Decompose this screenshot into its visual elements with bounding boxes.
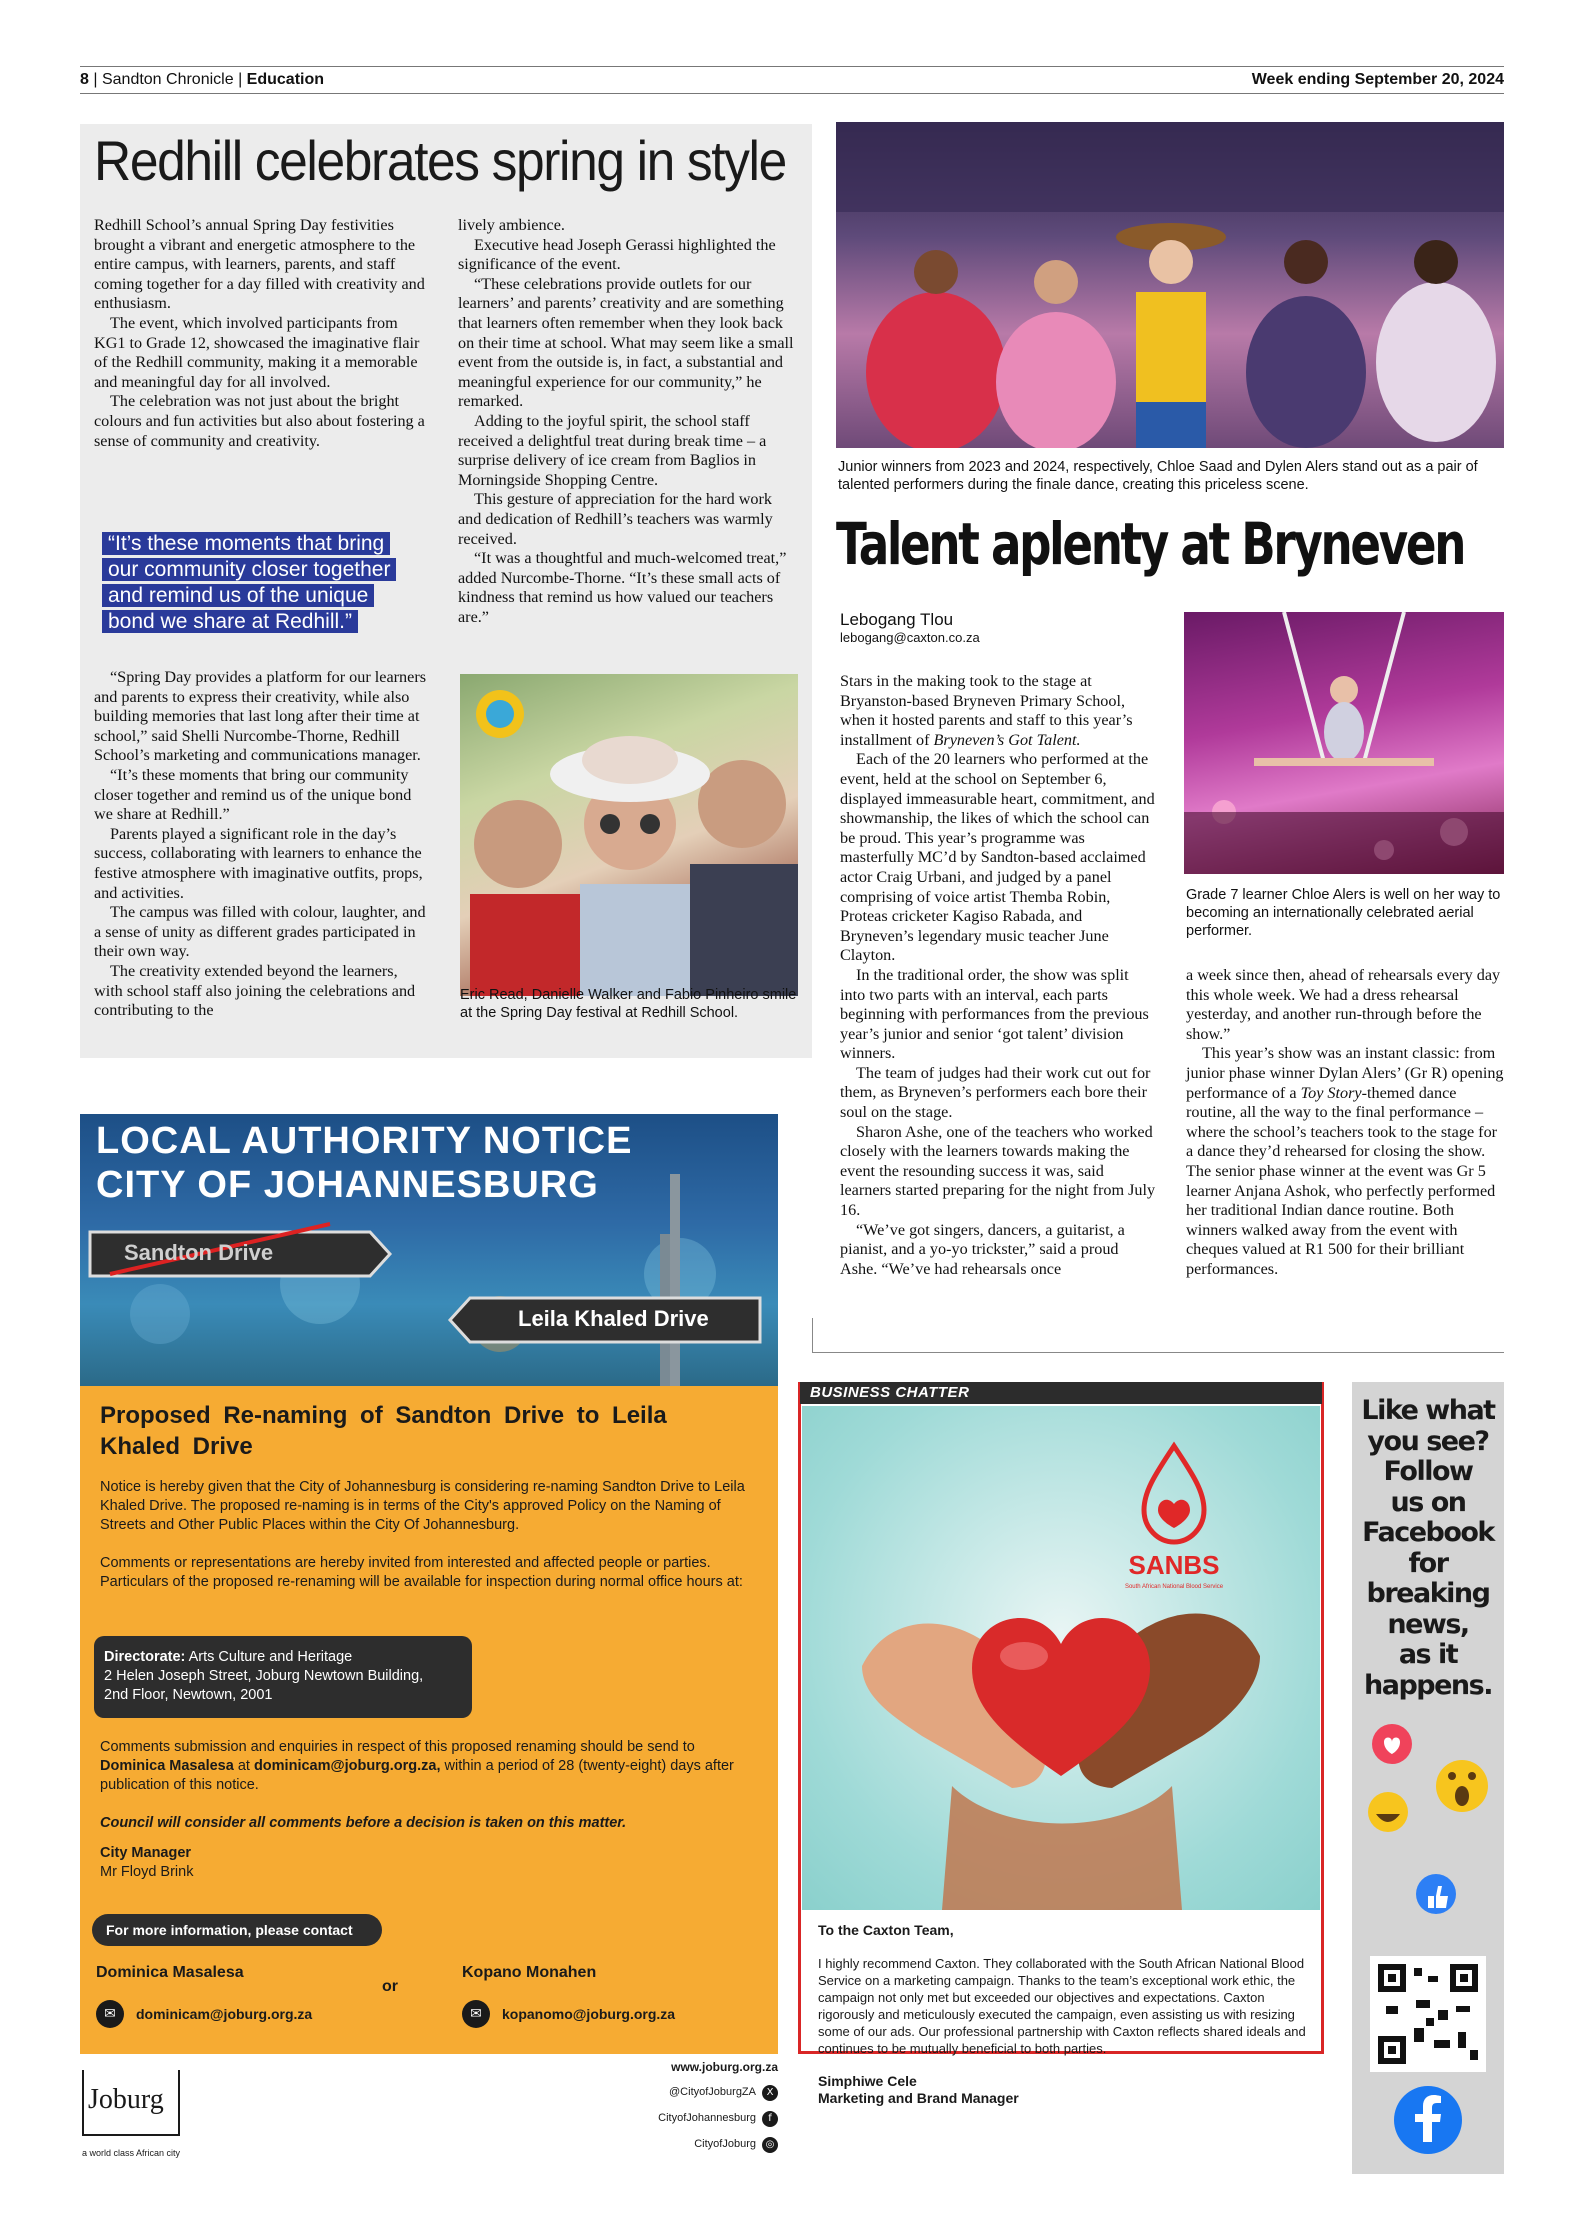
story-headline: Talent aplenty at Bryneven bbox=[836, 510, 1465, 578]
paragraph: Each of the 20 learners who performed at the event, held at the school on September 6, displayed immeasurable heart, commitment, and showmanship, the likes of which the school can be proud. This year’s programme was masterfully MC’d by Sandton-based acclaimed actor Craig Urbani, and judged by a panel comprising of voice artist Themba Robin, Proteas cricketer Kagiso Rabada, and Bryneven’s legendary music teacher June Clayton. bbox=[840, 750, 1155, 965]
photo-caption: Eric Read, Danielle Walker and Fabio Pinheiro smile at the Spring Day festival at Redhill School. bbox=[460, 987, 797, 1021]
x-twitter-icon: X bbox=[762, 2085, 778, 2101]
paragraph: “These celebrations provide outlets for our learners’ and parents’ creativity and are something that learners often remember when they look back on their time at school. What may seem like a small event from the outside is, in fact, a substantial and meaningful experience for our community,” he remarked. bbox=[458, 274, 794, 411]
city-manager bbox=[100, 1844, 500, 1882]
contact-name: Dominica Masalesa bbox=[100, 1758, 234, 1774]
contact-name: Kopano Monahen bbox=[462, 1964, 597, 1981]
byline bbox=[840, 610, 1160, 645]
paragraph: Adding to the joyful spirit, the school staff received a delightful treat during break time – a surprise delivery of ice cream from Baglios in Morningside Shopping Centre. bbox=[458, 411, 767, 489]
notice-title: LOCAL AUTHORITY NOTICE bbox=[96, 1120, 633, 1162]
manager-name: Mr Floyd Brink bbox=[100, 1864, 194, 1880]
joburg-logo-text: Joburg bbox=[88, 2084, 164, 2115]
directorate-box bbox=[94, 1636, 472, 1718]
paragraph: The event, which involved participants from KG1 to Grade 12, showcased the imaginative flair of the Redhill community, making it a memorable and meaningful day for all involved. bbox=[94, 313, 420, 391]
contact-name: Dominica Masalesa bbox=[96, 1964, 244, 1981]
paragraph: “It was a thoughtful and much-welcomed treat,” added Nurcombe-Thorne. “It’s these small acts of kindness that remind us how valued our teachers are.” bbox=[458, 549, 787, 626]
testimonial-greeting: To the Caxton Team, bbox=[818, 1922, 954, 1938]
signer-name: Simphiwe Cele bbox=[818, 2073, 917, 2089]
old-street-sign: Sandton Drive bbox=[124, 1240, 274, 1265]
paragraph: “We’ve got singers, dancers, a guitarist, a pianist, and a yo-yo trickster,” said a proud Ashe. “We’ve had rehearsals once bbox=[840, 1220, 1125, 1278]
photo-illustration bbox=[460, 674, 798, 996]
notice-heading: Proposed Re-naming of Sandton Drive to Leila Khaled Drive bbox=[100, 1402, 667, 1460]
paragraph: This gesture of appreciation for the hard work and dedication of Redhill’s teachers was warmly received. bbox=[458, 490, 773, 548]
paragraph: lively ambience. bbox=[458, 216, 565, 234]
testimonial bbox=[818, 1922, 1308, 2107]
testimonial-body: I highly recommend Caxton. They collaborated with the South African National Blood Service on a marketing campaign. Thanks to the team’s exceptional work ethic, the campaign not only met but exceeded our objectives and expectations. Caxton rigorously and meticulously executed the campaign, even assisting us with resizing some of our ads. Our professional partnership with Caxton reflects shared ideals and continues to be mutually beneficial to both parties. bbox=[818, 1956, 1306, 2056]
paragraph: “Spring Day provides a platform for our learners and parents to express their creativity, while also building memories that last long after their time at school,” said Shelli Nurcombe-Thorne, Redhill School’s marketing and communications manager. bbox=[94, 668, 427, 765]
sanbs-ad-image bbox=[802, 1406, 1320, 1910]
contact-email-link[interactable]: kopanomo@joburg.org.za bbox=[502, 2006, 676, 2022]
paragraph: Executive head Joseph Gerassi highlighted the significance of the event. bbox=[458, 235, 776, 274]
photo-illustration bbox=[1184, 612, 1504, 874]
paragraph: Sharon Ashe, one of the teachers who worked closely with the learners towards making the event the resounding success it was, said learners started preparing for the night from July 16. bbox=[840, 1122, 1156, 1220]
section-label: BUSINESS CHATTER bbox=[800, 1382, 1322, 1404]
story-headline: Redhill celebrates spring in style bbox=[94, 129, 786, 192]
reaction-icons bbox=[1352, 1710, 1504, 2174]
publication-name: Sandton Chronicle bbox=[101, 71, 234, 88]
contact-email-link[interactable]: dominicam@joburg.org.za, bbox=[253, 1758, 441, 1774]
header-left: 8 | Sandton Chronicle | Education bbox=[80, 71, 325, 88]
new-street-sign: Leila Khaled Drive bbox=[518, 1306, 709, 1331]
pull-quote: “It’s these moments that bring our community closer together and remind us of the unique bond we share at Redhill.” bbox=[102, 531, 412, 635]
more-info-label: For more information, please contact bbox=[92, 1914, 382, 1946]
author-name: Lebogang Tlou bbox=[840, 610, 954, 629]
paragraph: Redhill School’s annual Spring Day festivities brought a vibrant and energetic atmosphere to the entire campus, with learners, parents, and staff coming together for a day filled with creativity and enthusiasm. bbox=[94, 216, 425, 313]
photo-caption: Grade 7 learner Chloe Alers is well on her way to becoming an internationally celebrated aerial performer. bbox=[1186, 887, 1501, 939]
directorate-label: Directorate: bbox=[104, 1649, 186, 1665]
notice-body bbox=[80, 1386, 778, 2054]
paragraph: The team of judges had their work cut out for them, as Bryneven’s performers each bore their soul on the stage. bbox=[840, 1063, 1151, 1122]
authority-notice bbox=[80, 1114, 778, 2054]
photo-caption: Junior winners from 2023 and 2024, respectively, Chloe Saad and Dylen Alers stand out as a pair of talented performers during the finale dance, creating this priceless scene. bbox=[838, 459, 1478, 493]
aerial-performer-photo bbox=[1184, 612, 1504, 874]
notice-subtitle: CITY OF JOHANNESBURG bbox=[96, 1164, 599, 1206]
notice-paragraph: Notice is hereby given that the City of Johannesburg is considering re-naming Sandton Drive to Leila Khaled Drive. The proposed re-naming is in terms of the City's approved Policy on the Naming of Streets and Other Public Places within the City Of Johannesburg. bbox=[100, 1479, 745, 1533]
divider bbox=[812, 1318, 813, 1352]
signer-title: Marketing and Brand Manager bbox=[818, 2090, 1019, 2106]
address-line: 2nd Floor, Newtown, 2001 bbox=[104, 1687, 273, 1703]
mail-icon: ✉ bbox=[96, 2000, 124, 2028]
paragraph: The celebration was not just about the bright colours and fun activities but also about fostering a sense of community and creativity. bbox=[94, 392, 425, 450]
contact-email-link[interactable]: dominicam@joburg.org.za bbox=[136, 2006, 313, 2022]
notice-paragraph: Comments submission and enquiries in respect of this proposed renaming should be send to Dominica Masalesa at dominicam@joburg.org.za, within a period of 28 (twenty-eight) days after publication of this notice. bbox=[100, 1739, 734, 1793]
paragraph: Stars in the making took to the stage at Bryanston-based Bryneven Primary School, when it hosted parents and staff to this year’s installment of Bryneven’s Got Talent. bbox=[840, 672, 1133, 749]
divider bbox=[812, 1352, 1504, 1353]
instagram-icon: ◎ bbox=[762, 2137, 778, 2153]
or-separator: or bbox=[382, 1978, 398, 1995]
story-column bbox=[458, 216, 794, 627]
issue-date: Week ending September 20, 2024 bbox=[1251, 71, 1504, 88]
instagram-handle[interactable]: CityofJoburg bbox=[694, 2138, 756, 2150]
address-line: 2 Helen Joseph Street, Joburg Newtown Building, bbox=[104, 1668, 424, 1684]
author-email: lebogang@caxton.co.za bbox=[840, 630, 980, 645]
page-header bbox=[80, 66, 1504, 94]
notice-disclaimer: Council will consider all comments before a decision is taken on this matter. bbox=[100, 1815, 627, 1831]
facebook-icon: f bbox=[762, 2111, 778, 2127]
sanbs-brand-sub: South African National Blood Service bbox=[1124, 1584, 1224, 1590]
paragraph: a week since then, ahead of rehearsals every day this whole week. We had a dress rehearsal yesterday, and another run-through before the show.” bbox=[1186, 966, 1501, 1043]
manager-title: City Manager bbox=[100, 1845, 192, 1861]
notice-paragraph: Comments or representations are hereby invited from interested and affected people or parties. Particulars of the proposed re-renaming will be available for inspection during normal office hours at: bbox=[100, 1555, 743, 1590]
joburg-tagline: a world class African city bbox=[82, 2148, 181, 2158]
story-column bbox=[840, 672, 1156, 1279]
paragraph: “It’s these moments that bring our community closer together and remind us of the unique bond we share at Redhill.” bbox=[94, 765, 412, 824]
paragraph: This year’s show was an instant classic: from junior phase winner Dylan Alers’ (Gr R) opening performance of a Toy Story-themed dance routine, all the way to the final performance – where the school’s teachers took to the stage for a dance they’d rehearsed for closing the show. The senior phase winner at the event was Gr 5 learner Anjana Ashok, who perfectly performed her traditional Indian dance routine. Both winners walked away from the event with cheques valued at R1 500 for their brilliant performances. bbox=[1186, 1044, 1504, 1278]
finale-dance-photo bbox=[836, 122, 1504, 448]
paragraph: In the traditional order, the show was split into two parts with an interval, each parts beginning with performances from the previous year’s junior and senior ‘got talent’ division winners. bbox=[840, 965, 1149, 1063]
hands-heart-illustration bbox=[802, 1406, 1320, 1910]
story-column bbox=[94, 216, 426, 451]
story-redhill bbox=[80, 124, 812, 1058]
story-column bbox=[1186, 966, 1504, 1280]
paragraph: The campus was filled with colour, laughter, and a sense of unity as different grades participated in their own way. bbox=[94, 903, 426, 961]
sanbs-brand: SANBS bbox=[1128, 1550, 1220, 1580]
story-column bbox=[94, 668, 426, 1021]
haha-reaction-icon bbox=[1368, 1792, 1408, 1832]
website-link[interactable]: www.joburg.org.za bbox=[671, 2060, 778, 2074]
directorate-value: Arts Culture and Heritage bbox=[188, 1649, 353, 1665]
twitter-handle[interactable]: @CityofJoburgZA bbox=[669, 2086, 756, 2098]
photo-illustration bbox=[836, 122, 1504, 448]
mail-icon: ✉ bbox=[462, 2000, 490, 2028]
notice-banner bbox=[80, 1114, 778, 1386]
paragraph: The creativity extended beyond the learners, with school staff also joining the celebrations and contributing to the bbox=[94, 961, 416, 1020]
spring-day-photo bbox=[460, 674, 798, 996]
page-number: 8 bbox=[80, 71, 89, 88]
facebook-promo-text: Like what you see? Follow us on Facebook for breaking news, as it happens. bbox=[1361, 1395, 1495, 1701]
paragraph: Parents played a significant role in the day’s success, collaborating with learners to enhance the festive atmosphere with imaginative outfits, props, and activities. bbox=[94, 824, 423, 902]
facebook-handle[interactable]: CityofJohannesburg bbox=[658, 2112, 756, 2124]
section-name: Education bbox=[246, 71, 325, 88]
